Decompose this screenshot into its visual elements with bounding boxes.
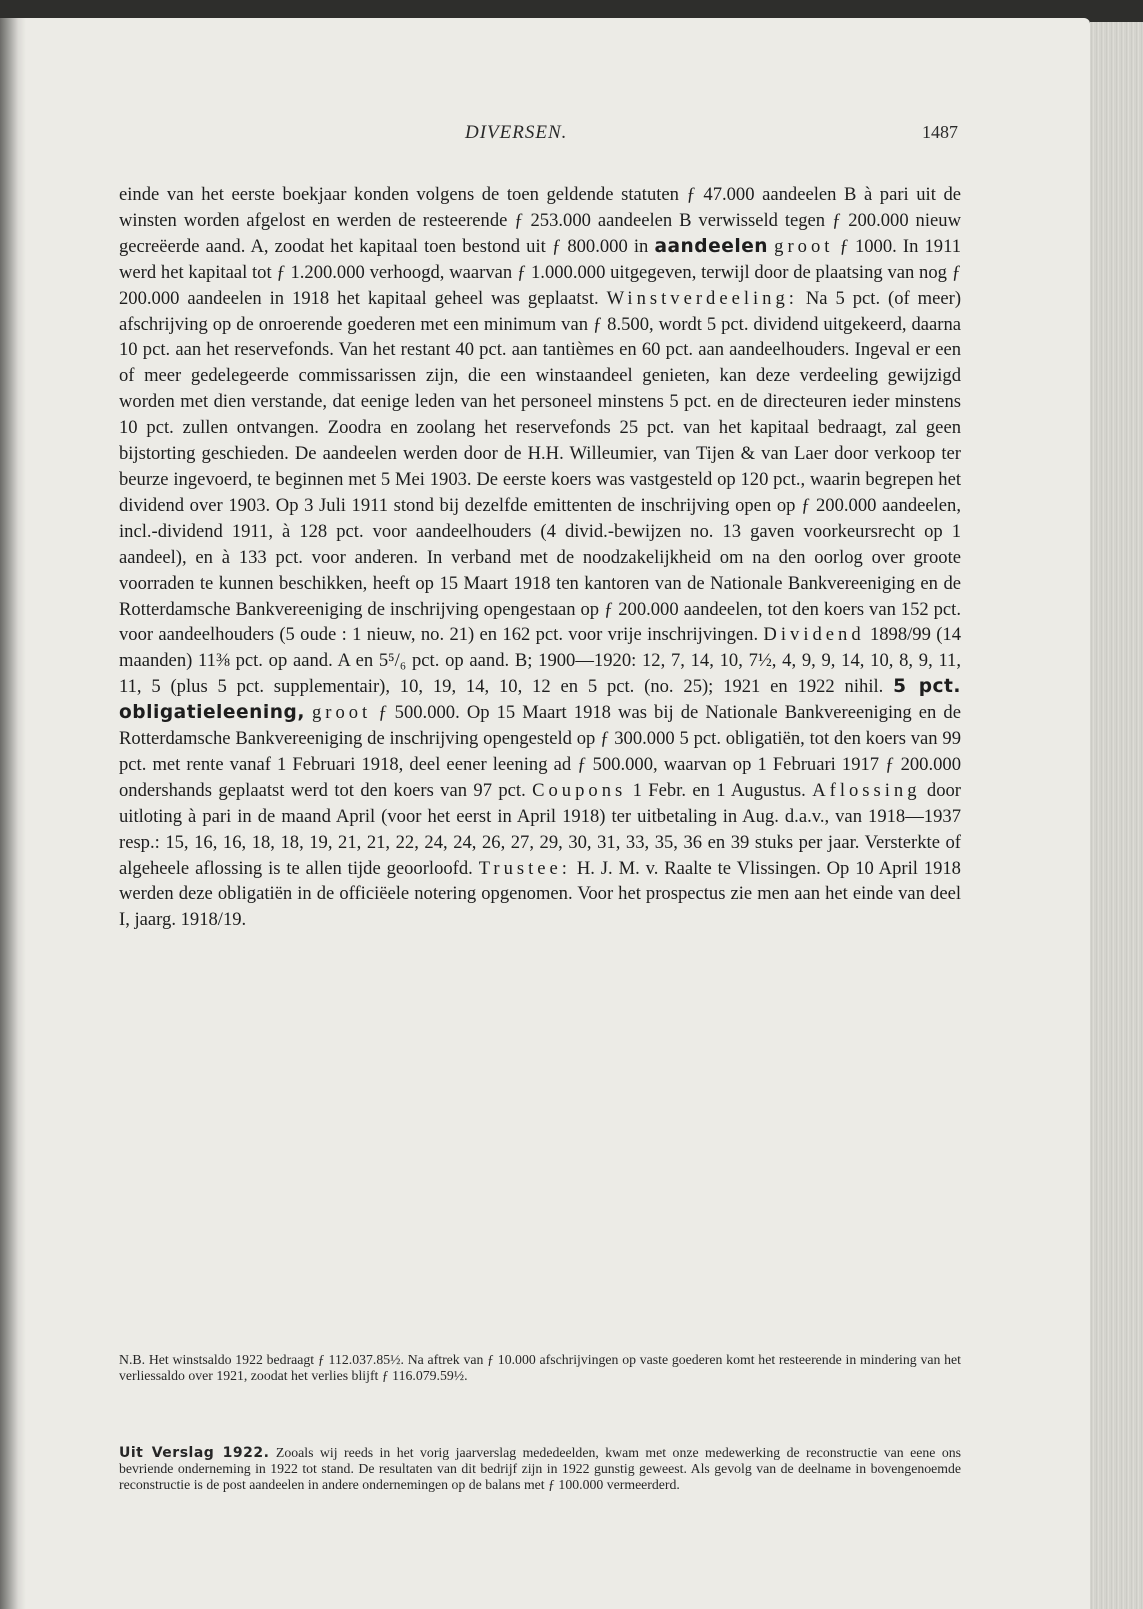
term-obligatieleening: 5 pct. obligatieleening, (119, 676, 961, 724)
footnote-text: N.B. Het winstsaldo 1922 bedraagt ƒ 112.037.85½. Na aftrek van ƒ 10.000 afschrijvingen op vaste goederen komt het resteerende in mindering van het verliessaldo over 1921, zoodat het verlies blijft ƒ 116.079.59½. (119, 1352, 961, 1383)
report-heading: Uit Verslag 1922. (119, 1445, 270, 1461)
report-paragraph (119, 1445, 961, 1493)
text-run: 1898/99 (14 maanden) 11⅜ pct. op aand. A en 5⁵/₆ pct. op aand. B; 1900—1920: 12, 7, 14, 10, 7½, 4, 9, 9, 14, 10, 8, 9, 11, 11, 5 (plus 5 pct. supplementair), 10, 19, 14, 10, 12 en 5 pct. (no. 25); 1921 en 1922 nihil. (119, 624, 961, 698)
main-paragraph (119, 182, 961, 933)
text-run: H. J. M. v. Raalte te Vlissingen. Op 10 April 1918 werden deze obligatiën in de officiëele notering opgenomen. Voor het prospectus zie men aan het einde van deel I, jaarg. 1918/19. (119, 857, 961, 931)
main-text (119, 182, 961, 933)
text-run: einde van het eerste boekjaar konden volgens de toen geldende statuten ƒ 47.000 aandeelen B à pari uit de winsten worden afgelost en werden de resteerende ƒ 253.000 aandeelen B verwisseld tegen ƒ 200.000 nieuw gecreëerde aand. A, zoodat het kapitaal toen bestond uit ƒ 800.000 in (119, 184, 961, 257)
annual-report-excerpt (119, 1445, 961, 1493)
text-run: 1 Febr. en 1 Augustus. (632, 779, 806, 801)
page-header (0, 122, 960, 152)
book-page (0, 18, 1090, 1609)
page-edges (1090, 22, 1143, 1609)
text-run: ƒ 500.000. Op 15 Maart 1918 was bij de Nationale Bankvereeniging en de Rotterdamsche Bankvereeniging de inschrijving opengesteld op ƒ 300.000 5 pct. obligatiën, tot den koers van 99 pct. met rente vanaf 1 Februari 1918, deel eener leening ad ƒ 500.000, waarvan op 1 Februari 1917 ƒ 200.000 ondershands geplaatst werd tot den koers van 97 pct. (119, 702, 961, 801)
term-groot: groot (774, 235, 834, 257)
report-text: Zooals wij reeds in het vorig jaarverslag mededeelden, kwam met onze medewerking de reconstructie van eene ons bevriende onderneming in 1922 tot stand. De resultaten van dit bedrijf zijn in 1922 gunstig geweest. Als gevolg van de deelname in bovengenoemde reconstructie is de post aandeelen in andere ondernemingen op de balans met ƒ 100.000 vermeerderd. (119, 1445, 961, 1492)
term-aflossing: Aflossing (812, 779, 921, 801)
binding-shadow (0, 18, 26, 1609)
page-number: 1487 (922, 122, 958, 142)
text-run: ƒ 1000. In 1911 werd het kapitaal tot ƒ 1.200.000 verhoogd, waarvan ƒ 1.000.000 uitgegeven, terwijl door de plaatsing van nog ƒ 200.000 aandeelen in 1918 het kapitaal geheel was geplaatst. (119, 235, 962, 309)
footnote (119, 1352, 961, 1384)
term-coupons: Coupons (532, 779, 627, 801)
running-title: DIVERSEN. (465, 122, 568, 143)
text-run: Na 5 pct. (of meer) afschrijving op de onroerende goederen met een minimum van ƒ 8.500, wordt 5 pct. dividend uitgekeerd, daarna 10 pct. aan het reservefonds. Van het restant 40 pct. aan tantièmes en 60 pct. aan aandeelhouders. Ingeval er een of meer gedelegeerde commissarissen zijn, die een winstaandeel genieten, kan deze verdeeling gewijzigd worden met dien verstande, dat eenige leden van het personeel minstens 5 pct. en de directeuren ieder minstens 10 pct. zullen ontvangen. Zoodra en zoolang het reservefonds 25 pct. van het kapitaal bedraagt, zal geen bijstorting geschieden. De aandeelen werden door de H.H. Willeumier, van Tijen & van Laer door verkoop ter beurze ingevoerd, te beginnen met 5 Mei 1903. De eerste koers was vastgesteld op 120 pct., waarin begrepen het dividend over 1903. Op 3 Juli 1911 stond bij dezelfde emittenten de inschrijving open op ƒ 200.000 aandeelen, incl.-dividend 1911, à 128 pct. voor aandeelhouders (4 divid.-bewijzen no. 13 gaven voorkeursrecht op 1 aandeel), en à 133 pct. voor anderen. In verband met de noodzakelijkheid om na den oorlog over groote voorraden te kunnen beschikken, heeft op 15 Maart 1918 ten kantoren van de Nationale Bankvereeniging en de Rotterdamsche Bankvereeniging de inschrijving opengestaan op ƒ 200.000 aandeelen, tot den koers van 152 pct. voor aandeelhouders (5 oude : 1 nieuw, no. 21) en 162 pct. voor vrije inschrijvingen. (119, 287, 962, 646)
text-run: door uitloting à pari in de maand April (voor het eerst in April 1918) ter uitbetaling in Aug. d.a.v., van 1918—1937 resp.: 15, 16, 16, 18, 18, 19, 21, 21, 22, 24, 24, 26, 27, 29, 30, 31, 33, 35, 36 en 39 stuks per jaar. Versterkte of algeheele aflossing is te allen tijde geoorloofd. (119, 779, 961, 879)
term-groot: groot (311, 702, 372, 724)
term-aandeelen: aandeelen (654, 235, 769, 257)
term-winstverdeeling: Winstverdeeling: (606, 287, 798, 309)
term-trustee: Trustee: (478, 857, 571, 879)
term-dividend: Dividend (763, 624, 865, 646)
